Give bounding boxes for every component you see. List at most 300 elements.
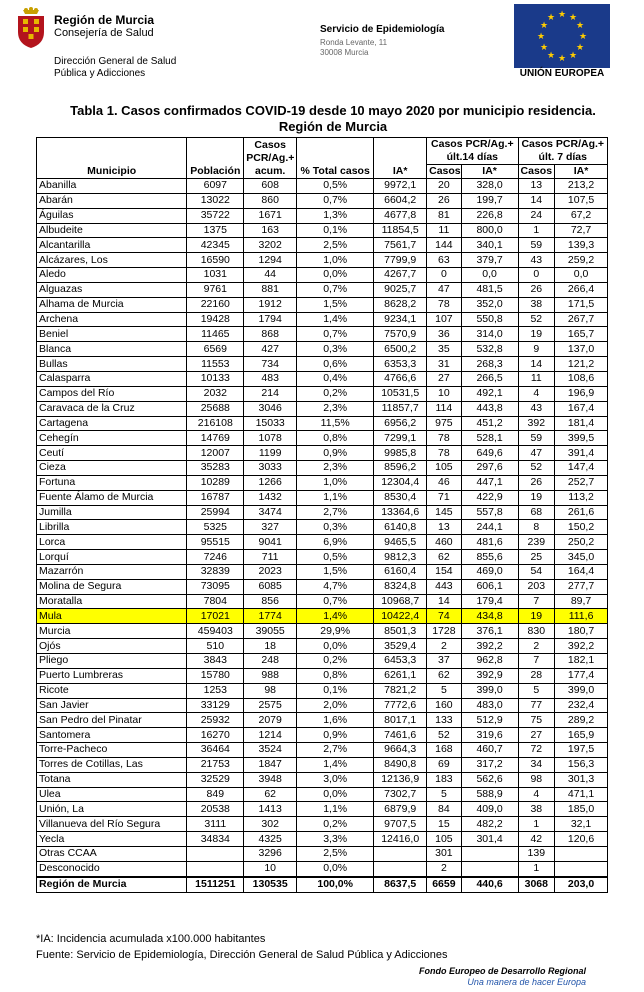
cell-casos-acum: 483	[244, 371, 297, 386]
cell-pct-total: 1,1%	[297, 490, 374, 505]
cell-municipio: San Pedro del Pinatar	[37, 713, 187, 728]
org-name: Región de Murcia	[54, 13, 155, 27]
cell-casos-acum: 327	[244, 520, 297, 535]
cell-ia-14d: 392,9	[461, 668, 518, 683]
col-group-7d: Casos PCR/Ag.+ últ. 7 días	[518, 138, 607, 165]
cell-ia: 12304,4	[374, 475, 427, 490]
cell-ia: 12416,0	[374, 832, 427, 847]
cell-casos-acum: 4325	[244, 832, 297, 847]
cell-ia: 7302,7	[374, 787, 427, 802]
address-line2: 30008 Murcia	[320, 48, 369, 57]
col-casos-7d: Casos	[518, 165, 555, 179]
cell-casos-14d: 15	[427, 817, 462, 832]
cell-ia: 9465,5	[374, 535, 427, 550]
cell-ia-7d: 67,2	[555, 208, 608, 223]
table-row	[37, 698, 608, 713]
cell-pct-total: 6,9%	[297, 535, 374, 550]
cell-ia: 7561,7	[374, 238, 427, 253]
cell-casos-14d: 183	[427, 772, 462, 787]
cell-poblacion: 20538	[187, 802, 244, 817]
cell-casos-acum: 2079	[244, 713, 297, 728]
cell-pct-total: 0,9%	[297, 728, 374, 743]
cell-pct-total: 0,6%	[297, 357, 374, 372]
cell-municipio: Fortuna	[37, 475, 187, 490]
cell-municipio: Cieza	[37, 461, 187, 476]
table-row	[37, 208, 608, 223]
cell-poblacion: 19428	[187, 312, 244, 327]
table-row	[37, 550, 608, 565]
cell-ia-7d: 185,0	[555, 802, 608, 817]
address-line1: Ronda Levante, 11	[320, 38, 388, 47]
cell-pct-total: 3,3%	[297, 832, 374, 847]
cell-casos-acum: 130535	[244, 877, 297, 892]
cell-municipio: Cartagena	[37, 416, 187, 431]
cell-poblacion: 6569	[187, 342, 244, 357]
table-row	[37, 253, 608, 268]
cell-pct-total: 0,0%	[297, 787, 374, 802]
cell-casos-acum: 62	[244, 787, 297, 802]
cell-poblacion: 216108	[187, 416, 244, 431]
table-row	[37, 594, 608, 609]
cell-casos-14d: 20	[427, 179, 462, 194]
cell-pct-total: 2,5%	[297, 846, 374, 861]
eu-flag-logo	[514, 4, 610, 68]
region-crest-logo	[14, 6, 48, 50]
cell-casos-acum: 1266	[244, 475, 297, 490]
table-row	[37, 461, 608, 476]
cell-casos-14d: 443	[427, 579, 462, 594]
organization-block	[54, 14, 176, 80]
cell-casos-acum: 18	[244, 639, 297, 654]
cell-casos-acum: 1413	[244, 802, 297, 817]
table-row	[37, 431, 608, 446]
cell-pct-total: 0,2%	[297, 654, 374, 669]
cell-municipio: Alcantarilla	[37, 238, 187, 253]
cell-pct-total: 100,0%	[297, 877, 374, 892]
cell-casos-14d: 2	[427, 639, 462, 654]
cell-ia-7d: 391,4	[555, 446, 608, 461]
table-row	[37, 282, 608, 297]
cell-ia-14d: 379,7	[461, 253, 518, 268]
cell-poblacion: 2032	[187, 386, 244, 401]
cell-casos-7d: 1	[518, 861, 555, 876]
cell-casos-14d: 36	[427, 327, 462, 342]
cell-pct-total: 1,4%	[297, 609, 374, 624]
cell-poblacion: 1031	[187, 268, 244, 283]
cell-casos-7d: 28	[518, 668, 555, 683]
cell-pct-total: 1,0%	[297, 475, 374, 490]
svg-text:★: ★	[546, 13, 556, 23]
cell-casos-7d: 42	[518, 832, 555, 847]
cell-casos-14d: 168	[427, 743, 462, 758]
cell-municipio: Santomera	[37, 728, 187, 743]
table-row	[37, 446, 608, 461]
cell-ia-7d: 289,2	[555, 713, 608, 728]
cell-pct-total: 29,9%	[297, 624, 374, 639]
cell-ia-7d: 121,2	[555, 357, 608, 372]
cell-municipio: Ojós	[37, 639, 187, 654]
table-row	[37, 312, 608, 327]
cell-ia-7d: 111,6	[555, 609, 608, 624]
cell-poblacion: 32839	[187, 564, 244, 579]
cell-ia-7d: 120,6	[555, 832, 608, 847]
cell-ia: 7821,2	[374, 683, 427, 698]
cell-casos-acum: 44	[244, 268, 297, 283]
table-row	[37, 401, 608, 416]
cell-casos-14d: 84	[427, 802, 462, 817]
cell-poblacion: 3843	[187, 654, 244, 669]
cell-pct-total: 0,3%	[297, 520, 374, 535]
cell-pct-total: 0,2%	[297, 817, 374, 832]
cell-casos-acum: 2023	[244, 564, 297, 579]
cell-ia	[374, 861, 427, 876]
cell-pct-total: 2,7%	[297, 743, 374, 758]
cell-poblacion: 36464	[187, 743, 244, 758]
cell-municipio: Ricote	[37, 683, 187, 698]
table-row	[37, 728, 608, 743]
svg-text:★: ★	[539, 43, 549, 53]
cell-casos-acum: 1432	[244, 490, 297, 505]
cell-poblacion: 7804	[187, 594, 244, 609]
cell-poblacion: 3111	[187, 817, 244, 832]
cell-ia-7d: 345,0	[555, 550, 608, 565]
table-body	[37, 179, 608, 893]
cell-casos-14d: 105	[427, 461, 462, 476]
cell-pct-total: 0,7%	[297, 594, 374, 609]
cell-ia-14d: 443,8	[461, 401, 518, 416]
cell-pct-total: 3,0%	[297, 772, 374, 787]
cell-ia-14d: 268,3	[461, 357, 518, 372]
cell-casos-14d: 144	[427, 238, 462, 253]
cell-ia-14d: 226,8	[461, 208, 518, 223]
table-row	[37, 179, 608, 194]
cell-ia-14d: 481,6	[461, 535, 518, 550]
cell-casos-acum: 302	[244, 817, 297, 832]
cell-casos-7d: 27	[518, 728, 555, 743]
cell-ia: 6140,8	[374, 520, 427, 535]
cell-casos-7d: 52	[518, 461, 555, 476]
cell-casos-acum: 3948	[244, 772, 297, 787]
cell-pct-total: 0,4%	[297, 371, 374, 386]
cell-ia: 7772,6	[374, 698, 427, 713]
cell-municipio: Librilla	[37, 520, 187, 535]
cell-ia-14d: 317,2	[461, 757, 518, 772]
cell-municipio: Mula	[37, 609, 187, 624]
cell-poblacion: 5325	[187, 520, 244, 535]
cell-ia-7d: 147,4	[555, 461, 608, 476]
table-row	[37, 475, 608, 490]
table-row	[37, 416, 608, 431]
cell-casos-14d: 69	[427, 757, 462, 772]
cell-casos-acum: 608	[244, 179, 297, 194]
cell-ia: 8501,3	[374, 624, 427, 639]
col-ia-14d: IA*	[461, 165, 518, 179]
cell-casos-14d: 154	[427, 564, 462, 579]
table-row	[37, 371, 608, 386]
cell-ia-14d: 328,0	[461, 179, 518, 194]
cell-municipio: Región de Murcia	[37, 877, 187, 892]
cell-ia: 6353,3	[374, 357, 427, 372]
cell-casos-acum: 3046	[244, 401, 297, 416]
cell-casos-acum: 881	[244, 282, 297, 297]
cell-casos-14d: 5	[427, 787, 462, 802]
cell-pct-total: 0,5%	[297, 179, 374, 194]
cell-casos-7d: 47	[518, 446, 555, 461]
cell-casos-acum: 1912	[244, 297, 297, 312]
svg-text:★: ★	[568, 51, 578, 61]
cell-ia-7d: 180,7	[555, 624, 608, 639]
cell-ia-7d	[555, 846, 608, 861]
cell-casos-7d: 139	[518, 846, 555, 861]
cell-ia-14d: 649,6	[461, 446, 518, 461]
cell-pct-total: 0,9%	[297, 446, 374, 461]
cell-ia-14d: 440,6	[461, 877, 518, 892]
cell-casos-7d: 9	[518, 342, 555, 357]
cell-casos-7d: 13	[518, 179, 555, 194]
cell-ia-7d: 165,9	[555, 728, 608, 743]
cell-pct-total: 1,4%	[297, 312, 374, 327]
cell-ia: 10422,4	[374, 609, 427, 624]
cell-ia-7d: 0,0	[555, 268, 608, 283]
cell-ia-7d: 72,7	[555, 223, 608, 238]
table-row	[37, 223, 608, 238]
cell-municipio: Ulea	[37, 787, 187, 802]
cell-ia: 6453,3	[374, 654, 427, 669]
cell-ia-7d: 150,2	[555, 520, 608, 535]
cell-casos-7d: 1	[518, 223, 555, 238]
cell-ia: 9985,8	[374, 446, 427, 461]
cell-casos-acum: 1294	[244, 253, 297, 268]
cell-municipio: Lorquí	[37, 550, 187, 565]
cell-casos-7d: 5	[518, 683, 555, 698]
cell-pct-total: 2,5%	[297, 238, 374, 253]
cell-ia-7d: 213,2	[555, 179, 608, 194]
cell-municipio: Otras CCAA	[37, 846, 187, 861]
svg-text:★: ★	[539, 21, 549, 31]
cell-casos-14d: 81	[427, 208, 462, 223]
cell-ia: 9025,7	[374, 282, 427, 297]
cell-pct-total: 1,4%	[297, 757, 374, 772]
table-row	[37, 357, 608, 372]
document-header	[0, 0, 644, 95]
cell-ia-7d: 137,0	[555, 342, 608, 357]
cell-ia: 8017,1	[374, 713, 427, 728]
cell-casos-7d: 52	[518, 312, 555, 327]
cell-ia-7d: 32,1	[555, 817, 608, 832]
cell-ia-14d: 606,1	[461, 579, 518, 594]
cell-ia: 7461,6	[374, 728, 427, 743]
cell-poblacion: 34834	[187, 832, 244, 847]
cell-casos-7d: 1	[518, 817, 555, 832]
cell-pct-total: 0,0%	[297, 268, 374, 283]
cell-casos-acum: 15033	[244, 416, 297, 431]
cell-ia-14d: 528,1	[461, 431, 518, 446]
directorate	[54, 56, 176, 80]
col-group-14d: Casos PCR/Ag.+ últ.14 días	[427, 138, 518, 165]
cell-ia-14d: 460,7	[461, 743, 518, 758]
cell-ia: 11857,7	[374, 401, 427, 416]
cell-poblacion: 21753	[187, 757, 244, 772]
cell-pct-total: 0,2%	[297, 386, 374, 401]
cell-pct-total: 0,8%	[297, 668, 374, 683]
table-row	[37, 564, 608, 579]
cell-municipio: Jumilla	[37, 505, 187, 520]
cell-casos-14d: 26	[427, 193, 462, 208]
cell-casos-7d: 26	[518, 282, 555, 297]
cell-ia: 13364,6	[374, 505, 427, 520]
cell-casos-7d: 830	[518, 624, 555, 639]
svg-text:★: ★	[575, 21, 585, 31]
table-row	[37, 772, 608, 787]
cell-pct-total: 1,0%	[297, 253, 374, 268]
cell-casos-14d: 62	[427, 550, 462, 565]
cell-casos-14d: 105	[427, 832, 462, 847]
cell-casos-14d: 78	[427, 446, 462, 461]
cell-ia-14d: 962,8	[461, 654, 518, 669]
cell-ia-14d: 409,0	[461, 802, 518, 817]
cell-casos-7d: 8	[518, 520, 555, 535]
cell-casos-acum: 988	[244, 668, 297, 683]
cell-ia: 7570,9	[374, 327, 427, 342]
cell-ia-14d: 588,9	[461, 787, 518, 802]
table-row	[37, 268, 608, 283]
cell-casos-14d: 31	[427, 357, 462, 372]
table-row	[37, 342, 608, 357]
covid-cases-table	[36, 137, 608, 893]
cell-casos-7d: 24	[518, 208, 555, 223]
cell-ia-7d: 471,1	[555, 787, 608, 802]
cell-municipio: Lorca	[37, 535, 187, 550]
cell-pct-total: 0,7%	[297, 193, 374, 208]
cell-casos-14d: 74	[427, 609, 462, 624]
cell-casos-acum: 2575	[244, 698, 297, 713]
service-block	[320, 24, 444, 58]
cell-casos-14d: 35	[427, 342, 462, 357]
table-row	[37, 654, 608, 669]
table-row	[37, 832, 608, 847]
cell-casos-7d: 392	[518, 416, 555, 431]
cell-poblacion: 22160	[187, 297, 244, 312]
cell-casos-14d: 133	[427, 713, 462, 728]
cell-ia-14d: 451,2	[461, 416, 518, 431]
cell-municipio: Beniel	[37, 327, 187, 342]
cell-poblacion: 35283	[187, 461, 244, 476]
directorate-line2: Pública y Adicciones	[54, 68, 146, 79]
cell-poblacion: 1511251	[187, 877, 244, 892]
cell-municipio: Alcázares, Los	[37, 253, 187, 268]
cell-casos-14d: 47	[427, 282, 462, 297]
cell-casos-acum: 1774	[244, 609, 297, 624]
cell-ia: 6500,2	[374, 342, 427, 357]
cell-casos-7d: 19	[518, 327, 555, 342]
table-row	[37, 520, 608, 535]
cell-casos-acum: 98	[244, 683, 297, 698]
cell-ia-7d: 261,6	[555, 505, 608, 520]
cell-poblacion: 25932	[187, 713, 244, 728]
cell-casos-14d: 1728	[427, 624, 462, 639]
cell-poblacion	[187, 861, 244, 876]
cell-ia: 8628,2	[374, 297, 427, 312]
cell-municipio: Puerto Lumbreras	[37, 668, 187, 683]
cell-casos-14d: 107	[427, 312, 462, 327]
svg-text:★: ★	[546, 51, 556, 61]
cell-casos-acum: 3033	[244, 461, 297, 476]
feder-motto: Una manera de hacer Europa	[467, 977, 586, 987]
cell-casos-7d: 38	[518, 297, 555, 312]
cell-ia-14d: 0,0	[461, 268, 518, 283]
col-pct-total: % Total casos	[297, 138, 374, 179]
cell-ia-7d: 165,7	[555, 327, 608, 342]
cell-poblacion: 6097	[187, 179, 244, 194]
cell-ia-7d: 301,3	[555, 772, 608, 787]
cell-municipio: Caravaca de la Cruz	[37, 401, 187, 416]
cell-ia: 6160,4	[374, 564, 427, 579]
cell-ia-14d: 550,8	[461, 312, 518, 327]
cell-pct-total: 0,7%	[297, 327, 374, 342]
cell-municipio: San Javier	[37, 698, 187, 713]
cell-casos-7d: 54	[518, 564, 555, 579]
cell-pct-total: 1,3%	[297, 208, 374, 223]
cell-ia-14d: 447,1	[461, 475, 518, 490]
cell-ia: 8490,8	[374, 757, 427, 772]
cell-poblacion: 7246	[187, 550, 244, 565]
cell-ia-14d: 469,0	[461, 564, 518, 579]
cell-ia-14d: 492,1	[461, 386, 518, 401]
cell-casos-7d: 203	[518, 579, 555, 594]
table-row	[37, 787, 608, 802]
cell-ia-14d: 352,0	[461, 297, 518, 312]
cell-ia-14d: 376,1	[461, 624, 518, 639]
cell-pct-total: 1,5%	[297, 564, 374, 579]
table-row	[37, 668, 608, 683]
cell-municipio: Albudeite	[37, 223, 187, 238]
cell-poblacion: 14769	[187, 431, 244, 446]
cell-ia-14d: 800,0	[461, 223, 518, 238]
cell-municipio: Águilas	[37, 208, 187, 223]
cell-poblacion: 33129	[187, 698, 244, 713]
table-row	[37, 505, 608, 520]
cell-ia: 10968,7	[374, 594, 427, 609]
cell-ia-7d: 89,7	[555, 594, 608, 609]
cell-casos-14d: 145	[427, 505, 462, 520]
cell-municipio: Abanilla	[37, 179, 187, 194]
cell-ia-7d: 171,5	[555, 297, 608, 312]
cell-poblacion: 17021	[187, 609, 244, 624]
cell-casos-acum: 1671	[244, 208, 297, 223]
cell-casos-7d: 43	[518, 401, 555, 416]
cell-pct-total: 0,1%	[297, 683, 374, 698]
table-row	[37, 743, 608, 758]
cell-pct-total: 0,1%	[297, 223, 374, 238]
cell-ia: 4267,7	[374, 268, 427, 283]
org-sub: Consejería de Salud	[54, 27, 154, 39]
table-row	[37, 193, 608, 208]
cell-municipio: Ceutí	[37, 446, 187, 461]
cell-ia-7d: 196,9	[555, 386, 608, 401]
source-footnote: Fuente: Servicio de Epidemiología, Dirección General de Salud Pública y Adicciones	[36, 949, 448, 961]
table-row	[37, 386, 608, 401]
cell-casos-7d: 38	[518, 802, 555, 817]
cell-casos-acum: 3296	[244, 846, 297, 861]
cell-municipio: Calasparra	[37, 371, 187, 386]
cell-ia-7d: 267,7	[555, 312, 608, 327]
cell-casos-14d: 63	[427, 253, 462, 268]
cell-casos-14d: 975	[427, 416, 462, 431]
cell-casos-14d: 160	[427, 698, 462, 713]
cell-casos-7d: 2	[518, 639, 555, 654]
cell-casos-acum: 1794	[244, 312, 297, 327]
cell-ia-14d: 855,6	[461, 550, 518, 565]
